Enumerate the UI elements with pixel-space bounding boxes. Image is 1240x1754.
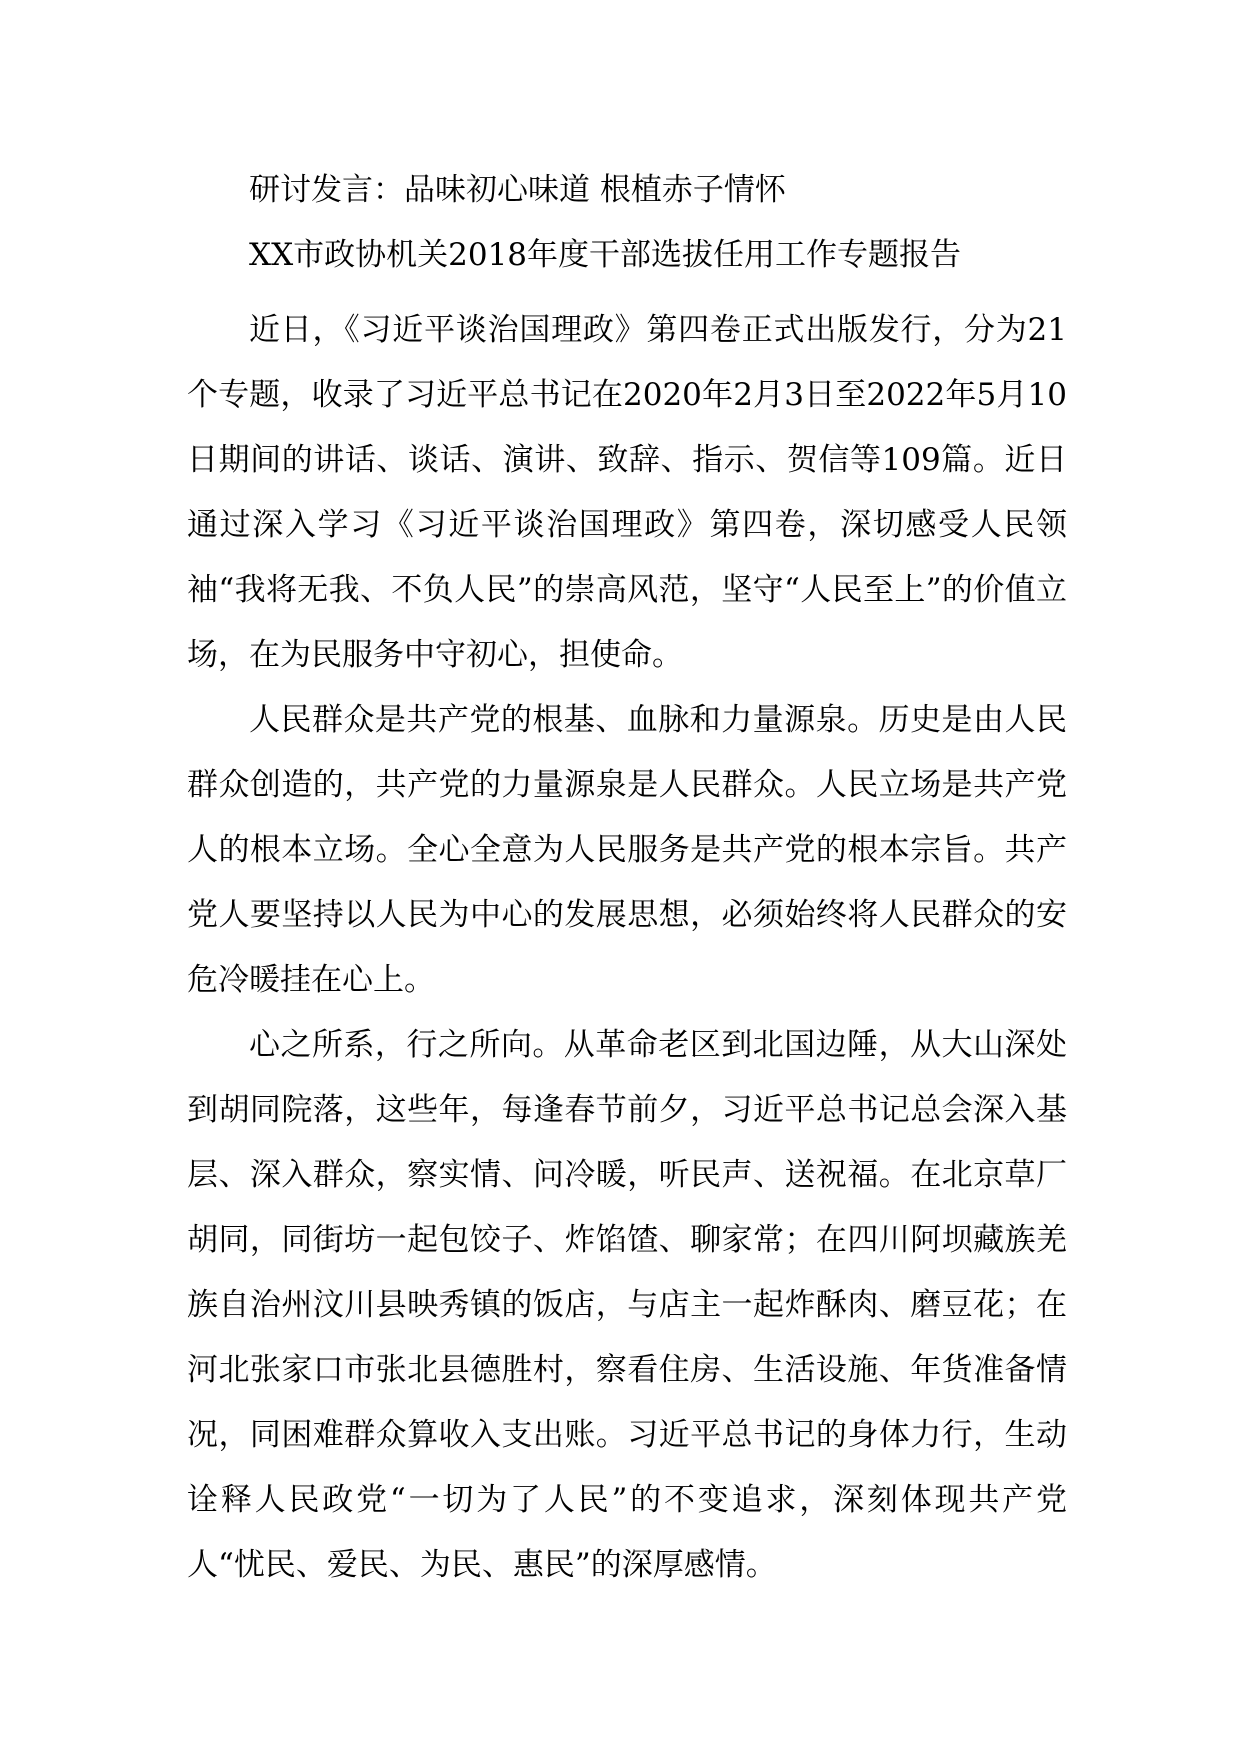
paragraph: 心之所系，行之所向。从革命老区到北国边陲，从大山深处到胡同院落，这些年，每逢春节前夕，习近平总书记总会深入基层、深入群众，察实情、问冷暖，听民声、送祝福。在北京草厂胡同，同街坊一起包饺子、炸馅馇、聊家常；在四川阿坝藏族羌族自治州汶川县映秀镇的饭店，与店主一起炸酥肉、磨豆花；在河北张家口市张北县德胜村，察看住房、生活设施、年货准备情况，同困难群众算收入支出账。习近平总书记的身体力行，生动诠释人民政党“一切为了人民”的不变追求，深刻体现共产党人“忧民、爱民、为民、惠民”的深厚感情。 [187,1027,1067,1583]
heading-line-2: XX市政协机关2018年度干部选拔任用工作专题报告 [249,237,962,273]
paragraph: 人民群众是共产党的根基、血脉和力量源泉。历史是由人民群众创造的，共产党的力量源泉是人民群众。人民立场是共产党人的根本立场。全心全意为人民服务是共产党的根本宗旨。共产党人要坚持以人民为中心的发展思想，必须始终将人民群众的安危冷暖挂在心上。 [187,702,1067,998]
document-body [187,168,1067,1598]
paragraph: 近日，《习近平谈治国理政》第四卷正式出版发行，分为21个专题，收录了习近平总书记在2020年2月3日至2022年5月10日期间的讲话、谈话、演讲、致辞、指示、贺信等109篇。近日通过深入学习《习近平谈治国理政》第四卷，深切感受人民领袖“我将无我、不负人民”的崇高风范，坚守“人民至上”的价值立场，在为民服务中守初心，担使命。 [187,312,1067,673]
heading-line-1: 研讨发言：品味初心味道 根植赤子情怀 [249,172,786,208]
